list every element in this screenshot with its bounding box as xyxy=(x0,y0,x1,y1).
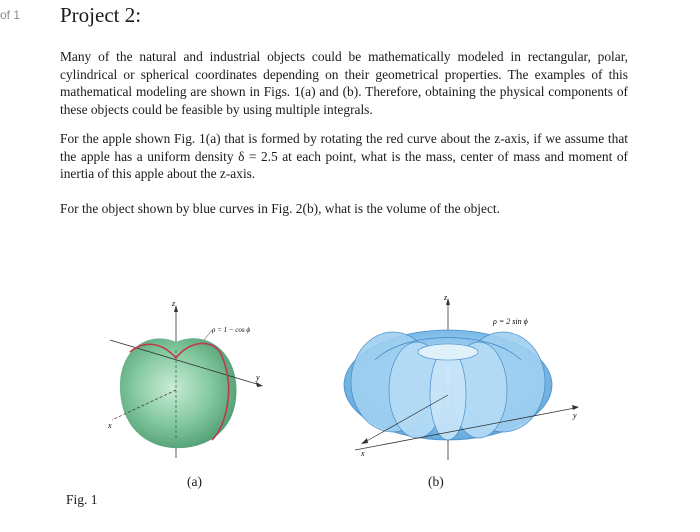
torus-y-label: y xyxy=(573,411,577,420)
apple-y-label: y xyxy=(256,373,260,382)
torus-x-label: x xyxy=(361,449,365,458)
figure-label: Fig. 1 xyxy=(66,492,98,507)
apple-z-label: z xyxy=(172,299,176,308)
page-indicator: of 1 xyxy=(0,8,21,22)
caption-a: (a) xyxy=(187,474,202,489)
paragraph-apple-question: For the apple shown Fig. 1(a) that is formed by rotating the red curve about the z-axis, if we assume that the apple has a uniform density δ = 2.5 at each point, what is the mass, center of mass and moment of inertia of this apple about the z-axis. xyxy=(60,131,628,181)
torus-z-label: z xyxy=(444,293,448,302)
torus-equation: ρ = 2 sin ϕ xyxy=(493,317,528,326)
apple-equation: ρ = 1 − cos ϕ xyxy=(212,326,251,334)
caption-b: (b) xyxy=(428,474,444,489)
paragraph-volume-question: For the object shown by blue curves in Fig. 2(b), what is the volume of the object. xyxy=(60,201,500,216)
document-title: Project 2: xyxy=(60,3,142,27)
paragraph-intro: Many of the natural and industrial objects could be mathematically modeled in rectangular, polar, cylindrical or spherical coordinates depending on their geometrical properties. The examples of this mathematical modeling are shown in Figs. 1(a) and (b). Therefore, obtaining the physical components of these objects could be feasible by using multiple integrals. xyxy=(60,49,628,117)
figure-torus xyxy=(335,290,595,480)
figure-apple xyxy=(100,290,300,480)
apple-x-label: x xyxy=(108,421,112,430)
